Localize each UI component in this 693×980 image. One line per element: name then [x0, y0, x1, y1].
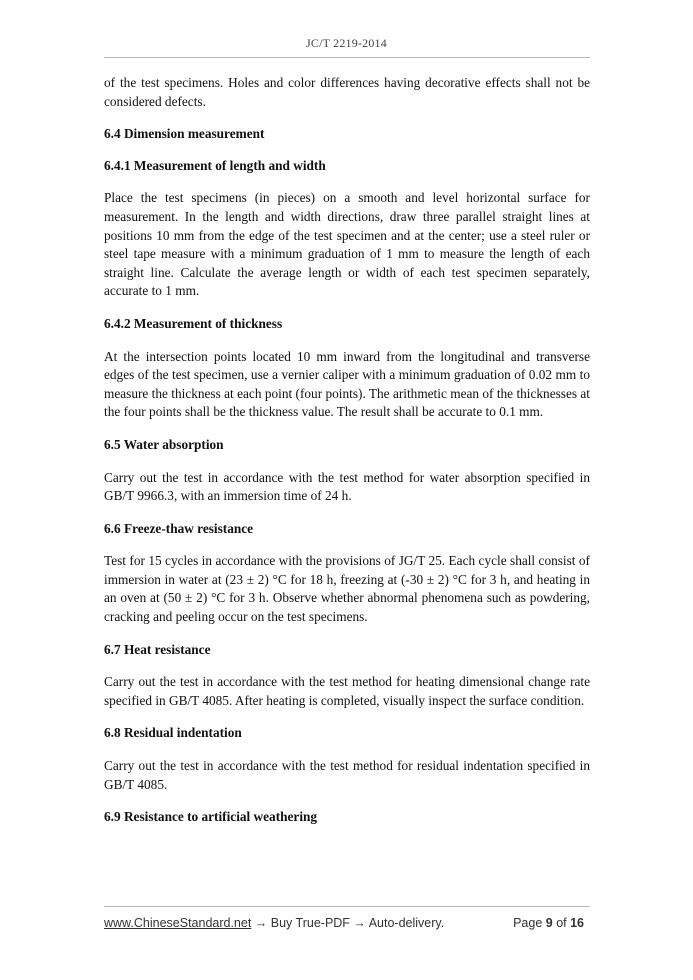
page-current: 9	[545, 916, 553, 930]
section-heading-6-5: 6.5 Water absorption	[104, 436, 224, 452]
footer-promo-text: → Buy True-PDF → Auto-delivery.	[251, 916, 445, 930]
page-indicator	[513, 916, 584, 930]
chinesestandard-link[interactable]: www.ChineseStandard.net	[104, 916, 252, 930]
footer-divider	[104, 906, 590, 907]
paragraph-6-8: Carry out the test in accordance with the test method for residual indentation specified in GB/T 4085.	[104, 758, 590, 792]
paragraph-6-4-1: Place the test specimens (in pieces) on a smooth and level horizontal surface for measurement. In the length and width directions, draw three parallel straight lines at positions 10 mm from the edge of the test specimen and at the center; use a steel ruler or steel tape measure with a minimum graduation of 1 mm to measure the length of each straight line. Calculate the average length or width of each test specimen separately, accurate to 1 mm.	[104, 190, 590, 299]
section-heading-6-4-2: 6.4.2 Measurement of thickness	[104, 315, 283, 331]
header-divider	[104, 57, 590, 58]
paragraph-6-6: Test for 15 cycles in accordance with the provisions of JG/T 25. Each cycle shall consist of immersion in water at (23 ± 2) °C for 18 h, freezing at (-30 ± 2) °C for 3 h, and heating in an oven at (50 ± 2) °C for 3 h. Observe whether abnormal phenomena such as powdering, cracking and peeling occur on the test specimens.	[104, 553, 590, 625]
page-total: 16	[570, 916, 584, 930]
footer-promo	[104, 916, 444, 930]
page-of-word: of	[552, 916, 571, 930]
paragraph-6-4-2: At the intersection points located 10 mm inward from the longitudinal and transverse edges of the test specimen, use a vernier caliper with a minimum graduation of 0.02 mm to measure the thickness at each point (four points). The arithmetic mean of the thicknesses at the four points shall be the thickness value. The result shall be accurate to 0.1 mm.	[104, 348, 590, 420]
section-heading-6-7: 6.7 Heat resistance	[104, 641, 211, 657]
paragraph-6-5: Carry out the test in accordance with the test method for water absorption specified in GB/T 9966.3, with an immersion time of 24 h.	[104, 469, 590, 504]
section-heading-6-9: 6.9 Resistance to artificial weathering	[104, 809, 318, 825]
section-heading-6-8: 6.8 Residual indentation	[104, 725, 242, 741]
paragraph-6-7: Carry out the test in accordance with the test method for heating dimensional change rate specified in GB/T 4085. After heating is completed, visually inspect the surface condition.	[104, 674, 590, 708]
section-heading-6-6: 6.6 Freeze-thaw resistance	[104, 520, 254, 536]
page-content	[104, 74, 590, 827]
page-word: Page	[513, 916, 546, 930]
section-heading-6-4: 6.4 Dimension measurement	[104, 126, 265, 142]
intro-paragraph: of the test specimens. Holes and color differences having decorative effects shall not be considered defects.	[104, 75, 590, 109]
section-heading-6-4-1: 6.4.1 Measurement of length and width	[104, 157, 326, 173]
page-header: JC/T 2219-2014	[306, 36, 387, 50]
